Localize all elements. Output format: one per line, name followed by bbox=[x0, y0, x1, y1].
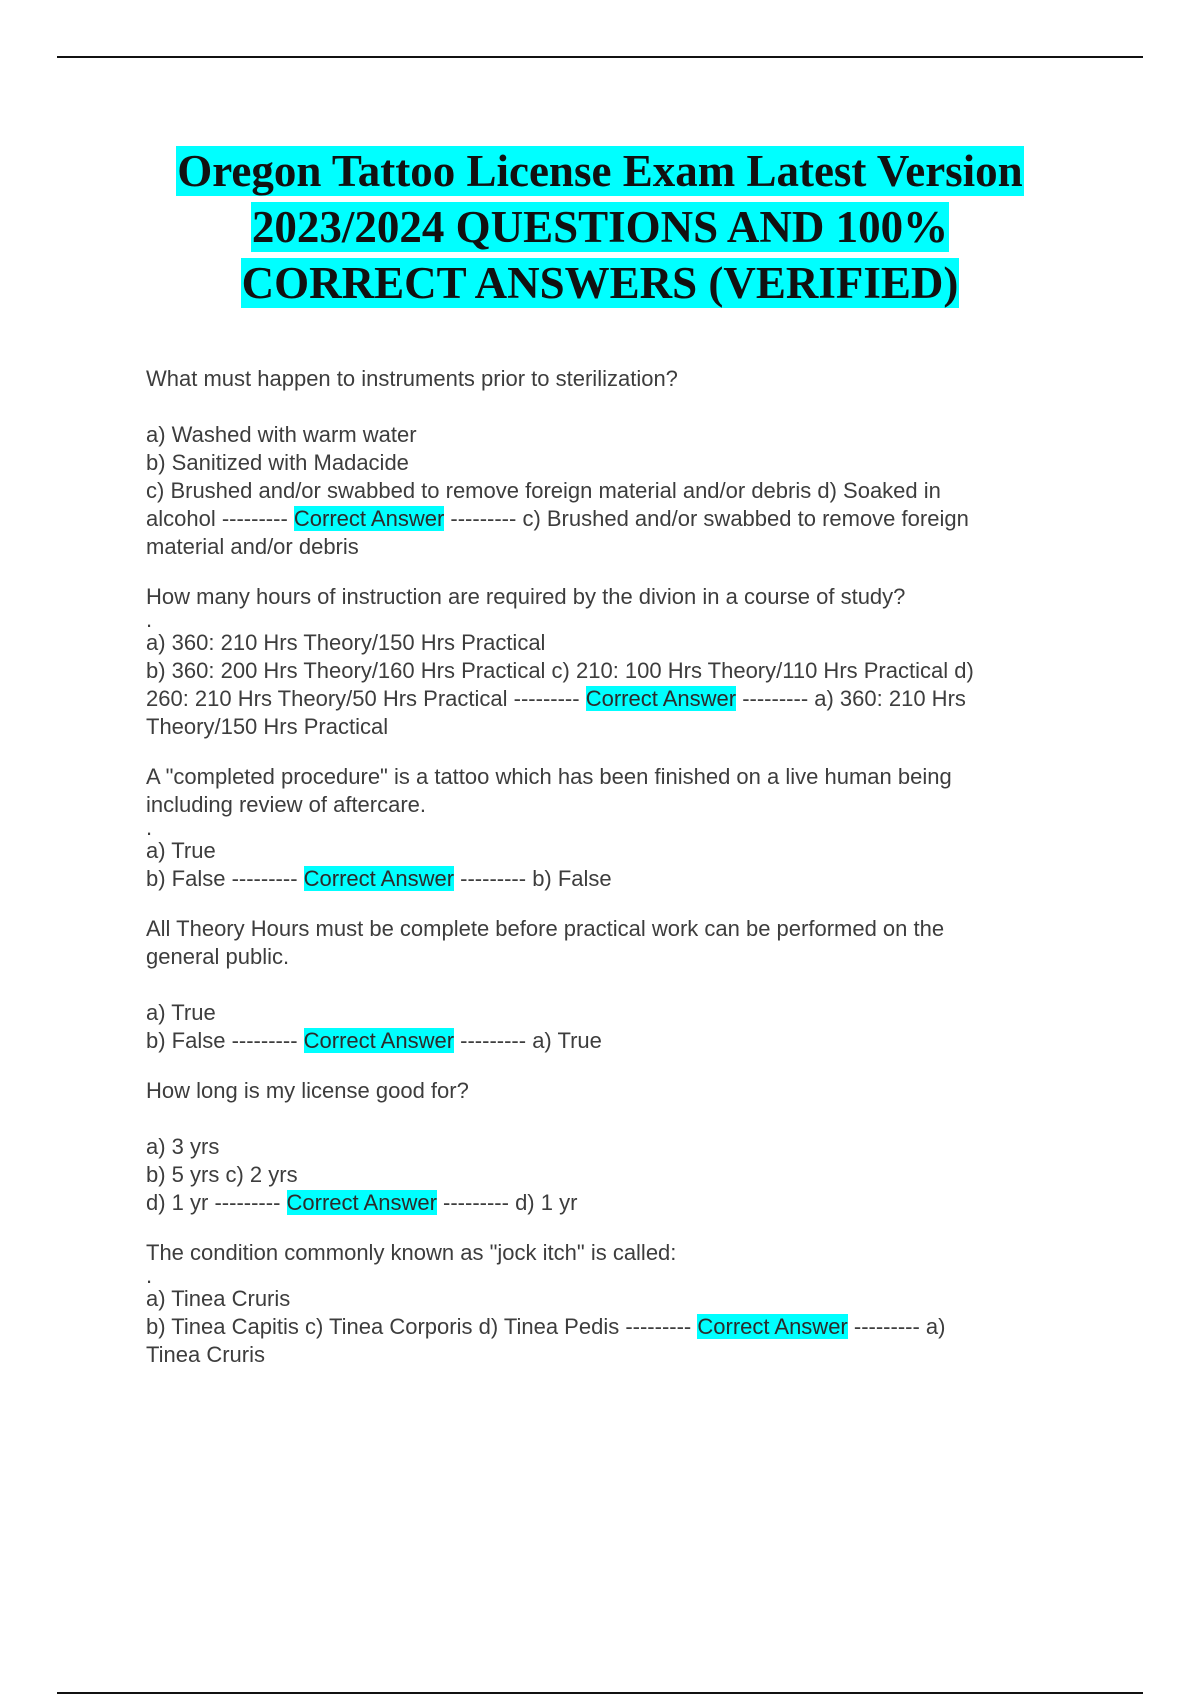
answer-line: b) False --------- Correct Answer --------- a) True bbox=[146, 1028, 602, 1053]
separator-dot: . bbox=[146, 815, 153, 840]
question-block bbox=[146, 915, 1076, 1055]
question-block bbox=[146, 1077, 1076, 1217]
separator-dot: . bbox=[146, 1263, 153, 1288]
question-text: What must happen to instruments prior to sterilization? bbox=[146, 366, 678, 391]
question-text: general public. bbox=[146, 944, 290, 969]
title-line-2: 2023/2024 QUESTIONS AND 100% bbox=[251, 202, 949, 252]
answer-option: b) 360: 200 Hrs Theory/160 Hrs Practical c) 210: 100 Hrs Theory/110 Hrs Practical d) bbox=[146, 658, 974, 683]
answer-option: b) Sanitized with Madacide bbox=[146, 450, 409, 475]
answer-option: a) Tinea Cruris bbox=[146, 1286, 291, 1311]
answer-option: a) True bbox=[146, 1000, 216, 1025]
question-text: including review of aftercare. bbox=[146, 792, 427, 817]
answer-line: d) 1 yr --------- Correct Answer --------- d) 1 yr bbox=[146, 1190, 578, 1215]
answer-option: a) Washed with warm water bbox=[146, 422, 417, 447]
answer-option: a) True bbox=[146, 838, 216, 863]
answer-line: 260: 210 Hrs Theory/50 Hrs Practical --------- Correct Answer --------- a) 360: 210 Hrs bbox=[146, 686, 966, 711]
answer-line-tail: material and/or debris bbox=[146, 534, 359, 559]
correct-answer-label: Correct Answer bbox=[303, 866, 455, 891]
correct-answer-label: Correct Answer bbox=[697, 1314, 848, 1339]
correct-answer-label: Correct Answer bbox=[585, 686, 737, 711]
answer-line-tail: Theory/150 Hrs Practical bbox=[146, 714, 389, 739]
answer-line: alcohol --------- Correct Answer --------- c) Brushed and/or swabbed to remove foreign bbox=[146, 506, 969, 531]
question-block bbox=[146, 365, 1076, 561]
bottom-rule bbox=[57, 1692, 1143, 1694]
question-block bbox=[146, 1239, 1076, 1369]
question-text: The condition commonly known as "jock itch" is called: bbox=[146, 1240, 677, 1265]
question-text: All Theory Hours must be complete before practical work can be performed on the bbox=[146, 916, 945, 941]
answer-option: a) 360: 210 Hrs Theory/150 Hrs Practical bbox=[146, 630, 546, 655]
correct-answer-label: Correct Answer bbox=[286, 1190, 437, 1215]
answer-line-tail: Tinea Cruris bbox=[146, 1342, 265, 1367]
question-text: How long is my license good for? bbox=[146, 1078, 469, 1103]
correct-answer-label: Correct Answer bbox=[303, 1028, 455, 1053]
separator-dot: . bbox=[146, 607, 153, 632]
question-block bbox=[146, 763, 1076, 893]
questions-list bbox=[146, 365, 1076, 1391]
answer-line: b) Tinea Capitis c) Tinea Corporis d) Tinea Pedis --------- Correct Answer --------- a) bbox=[146, 1314, 946, 1339]
correct-answer-label: Correct Answer bbox=[293, 506, 445, 531]
document-title bbox=[60, 143, 1140, 311]
answer-line: b) False --------- Correct Answer --------- b) False bbox=[146, 866, 612, 891]
answer-option: c) Brushed and/or swabbed to remove foreign material and/or debris d) Soaked in bbox=[146, 478, 941, 503]
question-text: How many hours of instruction are required by the divion in a course of study? bbox=[146, 584, 906, 609]
answer-option: a) 3 yrs bbox=[146, 1134, 220, 1159]
answer-option: b) 5 yrs c) 2 yrs bbox=[146, 1162, 298, 1187]
question-block bbox=[146, 583, 1076, 741]
title-line-3: CORRECT ANSWERS (VERIFIED) bbox=[241, 258, 959, 308]
top-rule bbox=[57, 56, 1143, 58]
title-line-1: Oregon Tattoo License Exam Latest Version bbox=[177, 146, 1023, 196]
question-text: A "completed procedure" is a tattoo which has been finished on a live human being bbox=[146, 764, 952, 789]
